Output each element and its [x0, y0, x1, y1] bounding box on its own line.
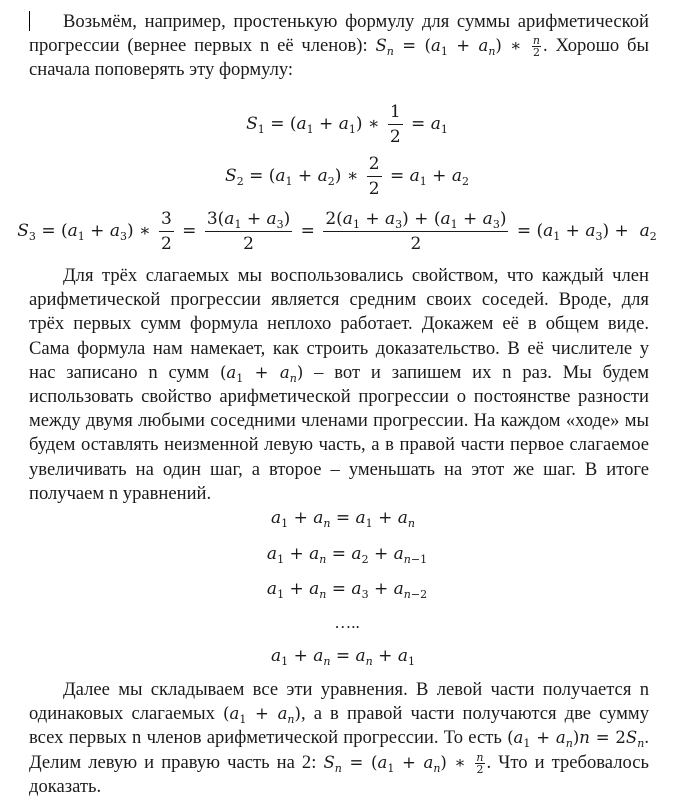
paragraph-conclusion — [29, 678, 649, 799]
inline-formula-sum: $S_n = (a_1 + a_n)$ ∗ $\frac{n}{2}$ — [375, 34, 540, 60]
paragraph-conclusion-text-c: . Делим левую и правую часть на 2: — [29, 727, 649, 773]
inline-formula-pair: $(a_1 + a_n)$ — [219, 362, 304, 385]
inline-formula-pair-2: $(a_1 + a_n)$ — [223, 704, 301, 727]
paragraph-intro-text-a: Возьмём, например, простенькую формулу для суммы арифметической прогрессии (вернее первых n её членов): — [29, 11, 649, 57]
paragraph-conclusion-text-d: . Что и требовалось доказать. — [29, 751, 649, 797]
equation-row-3: $a_1 + a_n = a_3 + a_{n-2}$ — [266, 579, 428, 601]
paragraph-proof — [29, 264, 649, 506]
equation-row-2: $a_1 + a_n = a_2 + a_{n-1}$ — [266, 544, 428, 566]
paragraph-intro — [29, 10, 649, 83]
paragraph-conclusion-text-a: Далее мы складываем все эти уравнения. В левой части получается n одинаковых слагаемых — [29, 679, 649, 725]
equation-row-n: $a_1 + a_n = a_n + a_1$ — [271, 646, 415, 668]
text-cursor — [29, 11, 30, 31]
paragraph-proof-text-b: – вот и запишем их n раз. Мы будем использовать свойство арифметической прогрессии о постоянстве разности между двумя любыми соседними членами прогрессии. На каждом «ходе» мы будем оставлять неизменной левую часть, а в правой части первое слагаемое увеличивать на один шаг, а второе – уменьшать на этот же шаг. В итоге получаем n уравнений. — [29, 361, 649, 504]
paragraph-intro-text-b: . Хорошо бы сначала поповерять эту формулу: — [29, 35, 649, 81]
equation-s1: $S_1 = (a_1 + a_1)$ ∗ $\frac{1}{2}$ = $a_1$ — [246, 102, 448, 147]
inline-formula-2sn: $(a_1 + a_n)n = 2S_n$ — [507, 728, 645, 751]
equation-s2: $S_2 = (a_1 + a_2)$ ∗ $\frac{2}{2}$ = $a_1 + a_2$ — [225, 154, 469, 199]
inline-formula-sum-final: $S_n = (a_1 + a_n)$ ∗ $\frac{n}{2}$ — [323, 750, 484, 776]
equation-s3: $S_3 = (a_1 + a_3)$ ∗ $\frac{3}{2}$ = $\frac{3(a_1 + a_3)}{2}$ = $\frac{2(a_1 + a_3) + (a_1 + a_3)}{2}$ = $(a_1 + a_3) + a_2$ — [17, 209, 657, 254]
equation-row-1: $a_1 + a_n = a_1 + a_n$ — [271, 508, 415, 530]
paragraph-proof-text-a: Для трёх слагаемых мы воспользовались свойством, что каждый член арифметической прогрессии является средним своих соседей. Вроде, для трёх первых сумм формула неплохо работает. Докажем её в общем виде. Сама формула нам намекает, как строить доказательство. В её числителе у нас записано n сумм — [29, 265, 649, 383]
paragraph-conclusion-text-b: , а в правой части получаются две сумму всех первых n членов арифметической прогрессии. То есть — [29, 703, 649, 749]
equation-ellipsis: ….. — [334, 613, 360, 632]
